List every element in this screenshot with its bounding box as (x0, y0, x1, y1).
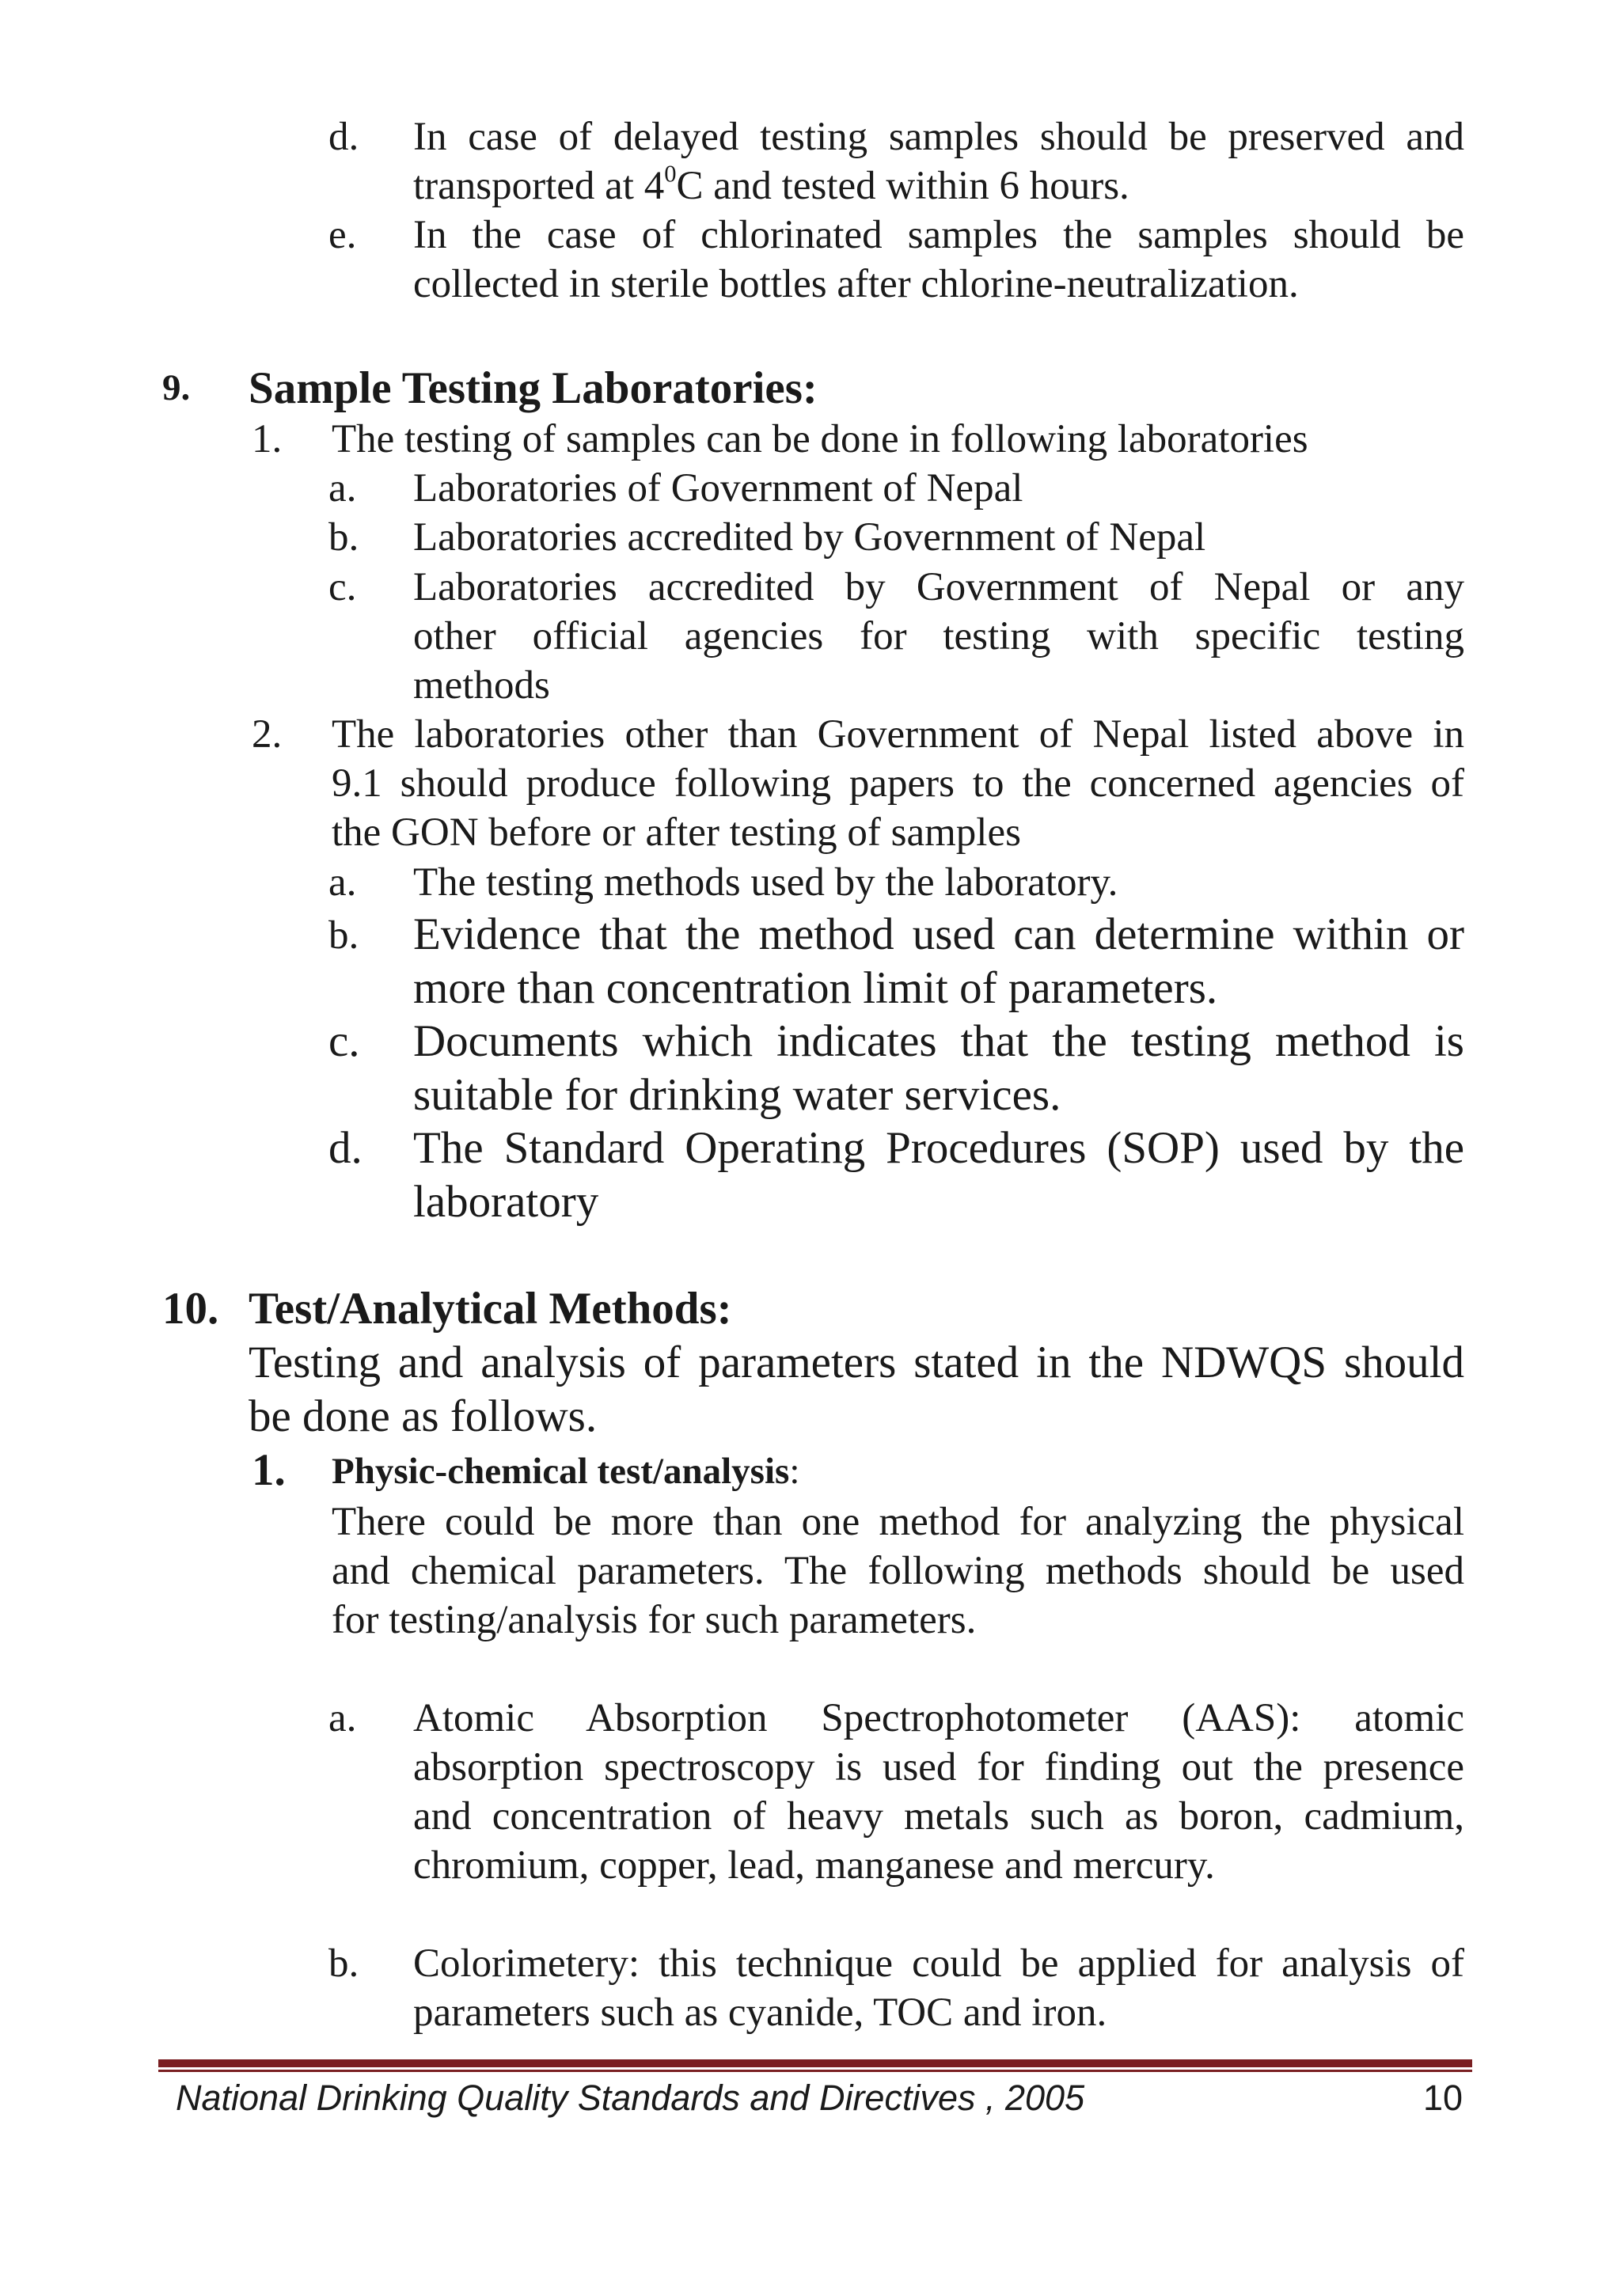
s10-item1-title: Physic-chemical test/analysis (332, 1451, 790, 1492)
s10-item1-heading (332, 1453, 799, 1490)
s10-item1-a-line4: chromium, copper, lead, manganese and mercury. (413, 1843, 1215, 1888)
section-10-number: 10. (162, 1284, 219, 1334)
section-9-title: Sample Testing Laboratories: (249, 363, 818, 413)
footer-rule-thick (158, 2059, 1472, 2067)
s10-item1-marker: 1. (252, 1445, 286, 1495)
s10-item1-para-line1: There could be more than one method for analyzing the physical (332, 1500, 1464, 1544)
s10-item1-b-line2: parameters such as cyanide, TOC and iron. (413, 1990, 1107, 2035)
section-10-intro-line1: Testing and analysis of parameters stated in the NDWQS should (249, 1338, 1464, 1387)
s9-item2-marker: 2. (252, 712, 283, 757)
s9-item2-line3: the GON before or after testing of samples (332, 810, 1021, 855)
s9-item2-a-marker: a. (328, 860, 357, 905)
s9-item1-b-text: Laboratories accredited by Government of Nepal (413, 515, 1206, 560)
s9-item1-c-line3: methods (413, 663, 550, 708)
section-10-title: Test/Analytical Methods: (249, 1284, 732, 1334)
s9-item2-c-marker: c. (328, 1016, 360, 1066)
s9-item1-text: The testing of samples can be done in following laboratories (332, 417, 1308, 461)
s9-item1-a-marker: a. (328, 466, 357, 510)
s9-item1-b-marker: b. (328, 515, 359, 560)
s9-item2-d-line2: laboratory (413, 1177, 599, 1227)
s10-item1-a-marker: a. (328, 1696, 357, 1740)
s9-item1-c-line1: Laboratories accredited by Government of Nepal or any (413, 565, 1464, 609)
item-d-line2: transported at $4^0C$ and tested within 6 hours. (413, 160, 1129, 208)
s9-item2-d-marker: d. (328, 1123, 363, 1173)
s10-item1-a-line1: Atomic Absorption Spectrophotometer (AAS): atomic (413, 1696, 1464, 1740)
footer-rule-thin (158, 2070, 1472, 2072)
s10-item1-para-line2: and chemical parameters. The following methods should be used (332, 1549, 1464, 1593)
s9-item2-line1: The laboratories other than Government of Nepal listed above in (332, 712, 1464, 757)
footer-title: National Drinking Quality Standards and Directives , 2005 (176, 2078, 1085, 2118)
s9-item2-d-line1: The Standard Operating Procedures (SOP) used by the (413, 1123, 1464, 1173)
s10-item1-b-line1: Colorimetery: this technique could be applied for analysis of (413, 1941, 1464, 1986)
s10-item1-para-line3: for testing/analysis for such parameters. (332, 1598, 977, 1642)
s9-item1-c-line2: other official agencies for testing with specific testing (413, 614, 1464, 658)
s9-item2-c-line2: suitable for drinking water services. (413, 1070, 1061, 1120)
s9-item2-b-line1: Evidence that the method used can determine within or (413, 909, 1464, 959)
s9-item1-c-marker: c. (328, 565, 357, 609)
s10-item1-a-line2: absorption spectroscopy is used for finding out the presence (413, 1745, 1464, 1789)
item-d-line1: In case of delayed testing samples should be preserved and (413, 115, 1464, 159)
s9-item1-marker: 1. (252, 417, 283, 461)
s9-item2-line2: 9.1 should produce following papers to the concerned agencies of (332, 761, 1464, 806)
s10-item1-b-marker: b. (328, 1941, 359, 1986)
s10-item1-colon: : (789, 1451, 800, 1492)
s9-item2-b-marker: b. (328, 913, 359, 958)
s9-item2-a-text: The testing methods used by the laboratory. (413, 860, 1118, 905)
section-10-intro-line2: be done as follows. (249, 1391, 598, 1441)
s10-item1-a-line3: and concentration of heavy metals such as boron, cadmium, (413, 1794, 1464, 1839)
item-e-line1: In the case of chlorinated samples the samples should be (413, 213, 1464, 257)
s9-item2-b-line2: more than concentration limit of parameters. (413, 963, 1218, 1013)
page-number: 10 (1423, 2078, 1463, 2118)
item-marker-e: e. (328, 213, 357, 257)
item-marker-d: d. (328, 115, 359, 159)
s9-item2-c-line1: Documents which indicates that the testing method is (413, 1016, 1464, 1066)
s9-item1-a-text: Laboratories of Government of Nepal (413, 466, 1023, 510)
item-e-line2: collected in sterile bottles after chlorine-neutralization. (413, 262, 1299, 306)
section-9-number: 9. (162, 367, 191, 408)
